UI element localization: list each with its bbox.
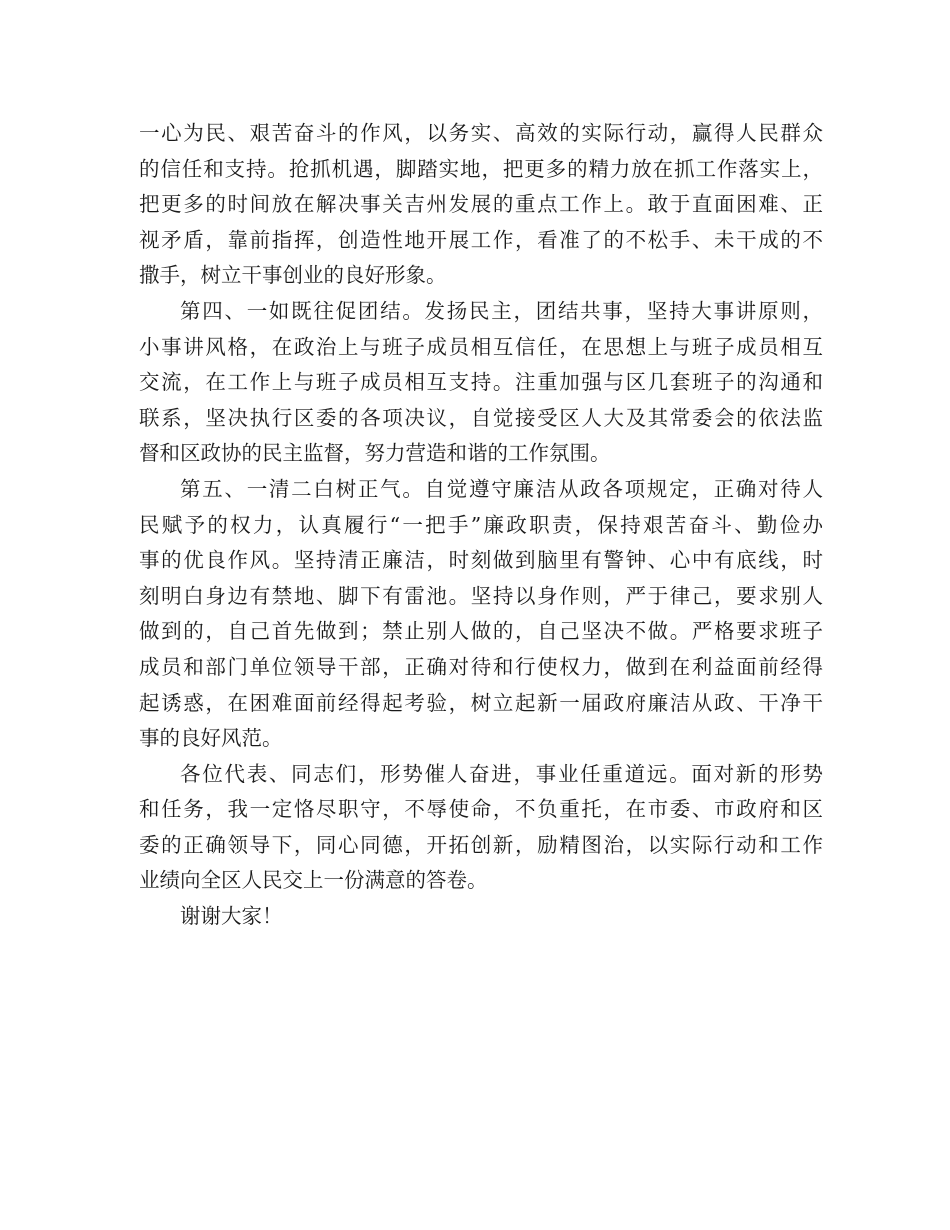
text-line: 事的良好风范。 — [139, 726, 283, 751]
text-line: 小事讲风格，在政治上与班子成员相互信任，在思想上与班子成员相互 — [139, 334, 823, 359]
text-line: 业绩向全区人民交上一份满意的答卷。 — [139, 868, 488, 893]
text-line: 成员和部门单位领导干部，正确对待和行使权力，做到在利益面前经得 — [139, 654, 823, 679]
text-line: 事的优良作风。坚持清正廉洁，时刻做到脑里有警钟、心中有底线，时 — [139, 548, 823, 573]
text-line: 撒手，树立干事创业的良好形象。 — [139, 263, 447, 288]
text-line: 起诱惑，在困难面前经得起考验，树立起新一届政府廉洁从政、干净干 — [139, 690, 823, 715]
text-line: 第五、一清二白树正气。自觉遵守廉洁从政各项规定，正确对待人 — [180, 476, 823, 501]
text-line: 刻明白身边有禁地、脚下有雷池。坚持以身作则，严于律己，要求别人 — [139, 583, 823, 608]
text-line: 做到的，自己首先做到；禁止别人做的，自己坚决不做。严格要求班子 — [139, 619, 823, 644]
text-line: 督和区政协的民主监督，努力营造和谐的工作氛围。 — [139, 441, 611, 466]
closing-line: 谢谢大家！ — [180, 904, 283, 929]
document-body — [139, 116, 823, 935]
text-line: 委的正确领导下，同心同德，开拓创新，励精图治，以实际行动和工作 — [139, 832, 823, 857]
text-line: 视矛盾，靠前指挥，创造性地开展工作，看准了的不松手、未干成的不 — [139, 227, 823, 252]
text-line: 把更多的时间放在解决事关吉州发展的重点工作上。敢于直面困难、正 — [139, 192, 823, 217]
text-line: 各位代表、同志们，形势催人奋进，事业任重道远。面对新的形势 — [180, 761, 823, 786]
text-line: 联系，坚决执行区委的各项决议，自觉接受区人大及其常委会的依法监 — [139, 405, 823, 430]
text-line: 第四、一如既往促团结。发扬民主，团结共事，坚持大事讲原则， — [180, 298, 823, 323]
text-line: 民赋予的权力，认真履行“一把手”廉政职责，保持艰苦奋斗、勤俭办 — [139, 512, 823, 537]
text-line: 和任务，我一定恪尽职守，不辱使命，不负重托，在市委、市政府和区 — [139, 797, 823, 822]
text-line: 一心为民、艰苦奋斗的作风，以务实、高效的实际行动，赢得人民群众 — [139, 121, 823, 145]
text-line: 交流，在工作上与班子成员相互支持。注重加强与区几套班子的沟通和 — [139, 370, 823, 395]
text-line: 的信任和支持。抢抓机遇，脚踏实地，把更多的精力放在抓工作落实上， — [139, 156, 823, 181]
